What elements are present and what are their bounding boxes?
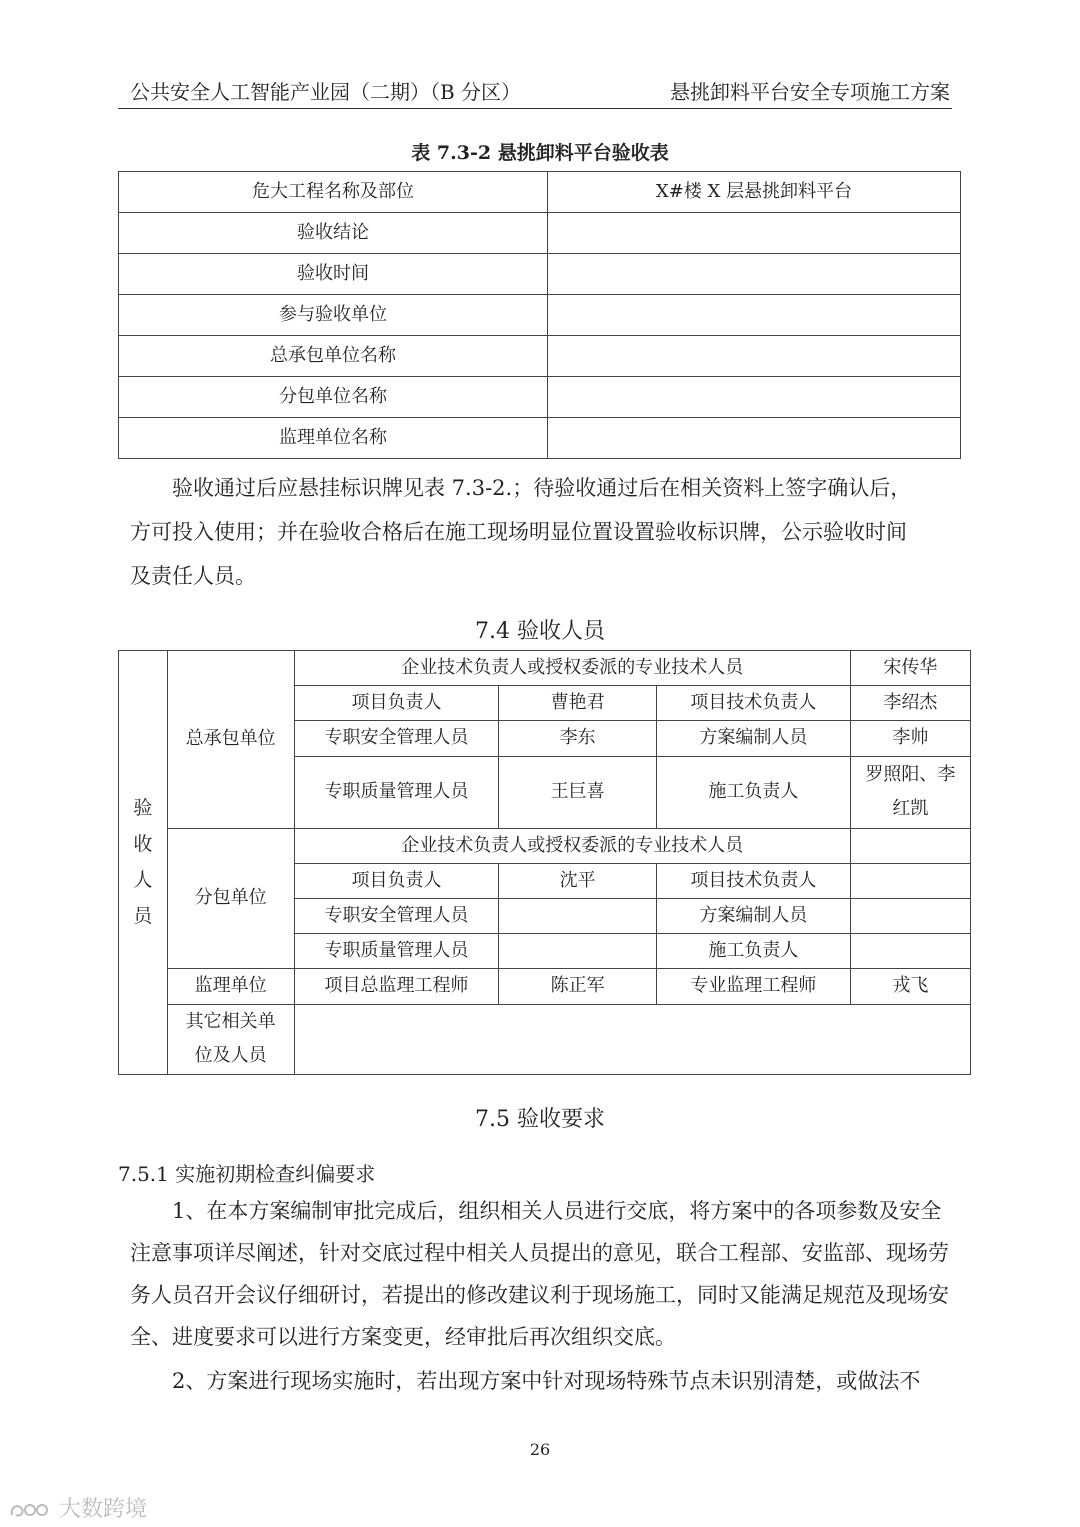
role-value: 王巨喜 [499,756,656,828]
table-row [119,1004,971,1074]
table-cell-value [548,377,961,418]
role-value [850,863,970,898]
table-cell-label: 监理单位名称 [119,418,548,459]
role-value: 李绍杰 [850,686,970,721]
vertical-label [119,651,168,1075]
role-label: 专业监理工程师 [656,969,850,1004]
role-value [499,934,656,969]
role-value: 陈正军 [499,969,656,1004]
paragraph: 2、方案进行现场实施时，若出现方案中针对现场特殊节点未识别清楚，或做法不 [172,1369,921,1393]
paragraph-line: 方可投入使用；并在验收合格后在施工现场明显位置设置验收标识牌，公示验收时间 [130,520,907,544]
table-cell-value [548,254,961,295]
subsection-title-7-5-1: 7.5.1 实施初期检查纠偏要求 [118,1162,376,1186]
role-label: 项目负责人 [294,863,499,898]
section-title-7-5: 7.5 验收要求 [475,1107,605,1132]
body-text [130,1190,954,1402]
watermark-logo-icon [8,1499,52,1521]
table-row [119,254,961,295]
table-row [119,651,971,686]
table-cell-value [548,295,961,336]
unit-other-line: 其它相关单 [185,1010,276,1032]
vertical-char: 验 [133,797,153,820]
table-cell-label: 参与验收单位 [119,295,548,336]
table-row [119,213,961,254]
acceptance-table [118,171,961,459]
table-cell-value: X#楼 X 层悬挑卸料平台 [548,172,961,213]
role-label: 专职质量管理人员 [294,756,499,828]
table-cell-value [548,336,961,377]
table1-caption: 表 7.3-2 悬挑卸料平台验收表 [411,142,669,164]
role-value [499,898,656,933]
table-cell-label: 验收时间 [119,254,548,295]
unit-sub: 分包单位 [167,828,294,969]
page-number: 26 [529,1440,551,1459]
header-left: 公共安全人工智能产业园（二期）（B 分区） [130,80,522,104]
table-row [119,377,961,418]
table-row [119,969,971,1004]
role-value: 李东 [499,721,656,756]
table-row [119,295,961,336]
table-row [119,828,971,863]
role-value: 戎飞 [850,969,970,1004]
watermark-text: 大数跨境 [59,1497,148,1522]
role-label: 专职安全管理人员 [294,898,499,933]
role-label: 方案编制人员 [656,721,850,756]
role-label: 专职质量管理人员 [294,934,499,969]
vertical-char: 员 [133,905,153,928]
table-cell-label: 危大工程名称及部位 [119,172,548,213]
unit-other-line: 位及人员 [194,1045,267,1066]
acceptance-personnel-table [118,650,971,1075]
watermark [8,1492,147,1523]
vertical-char: 收 [133,833,153,856]
enterprise-tech-value [850,828,970,863]
role-label: 施工负责人 [656,934,850,969]
paragraph-line: 验收通过后应悬挂标识牌见表 7.3-2.；待验收通过后在相关资料上签字确认后， [172,476,912,500]
unit-main: 总承包单位 [167,651,294,829]
role-value [850,756,970,828]
enterprise-tech-value: 宋传华 [850,651,970,686]
table-cell-value [548,418,961,459]
table-cell-label: 总承包单位名称 [119,336,548,377]
section-title-7-4: 7.4 验收人员 [475,619,605,644]
role-value-line: 罗照阳、李 [865,763,956,785]
role-label: 项目总监理工程师 [294,969,499,1004]
paragraph-line: 及责任人员。 [130,564,256,588]
vertical-char: 人 [133,869,153,892]
role-value [850,934,970,969]
role-label: 施工负责人 [656,756,850,828]
paragraph: 1、在本方案编制审批完成后，组织相关人员进行交底，将方案中的各项参数及安全注意事项详尽阐述，针对交底过程中相关人员提出的意见，联合工程部、安监部、现场劳务人员召开会议仔细研讨，若提出的修改建议利于现场施工，同时又能满足规范及现场安全、进度要求可以进行方案变更，经审批后再次组织交底。 [130,1199,949,1349]
unit-other [167,1004,294,1074]
enterprise-tech-label: 企业技术负责人或授权委派的专业技术人员 [294,828,850,863]
role-label: 项目技术负责人 [656,863,850,898]
header-right: 悬挑卸料平台安全专项施工方案 [670,80,950,104]
acceptance-paragraph [130,466,954,598]
role-value: 沈平 [499,863,656,898]
table-cell-label: 分包单位名称 [119,377,548,418]
role-label: 方案编制人员 [656,898,850,933]
role-value [850,898,970,933]
table-row [119,418,961,459]
role-value: 李帅 [850,721,970,756]
header-divider [118,108,952,109]
unit-supervisor: 监理单位 [167,969,294,1004]
table-row [119,336,961,377]
enterprise-tech-label: 企业技术负责人或授权委派的专业技术人员 [294,651,850,686]
role-value-line: 红凯 [892,798,929,820]
table-cell-label: 验收结论 [119,213,548,254]
table-row [119,172,961,213]
role-value: 曹艳君 [499,686,656,721]
table-cell-value [548,213,961,254]
role-label: 项目负责人 [294,686,499,721]
role-label: 项目技术负责人 [656,686,850,721]
role-label: 专职安全管理人员 [294,721,499,756]
other-value [294,1004,970,1074]
